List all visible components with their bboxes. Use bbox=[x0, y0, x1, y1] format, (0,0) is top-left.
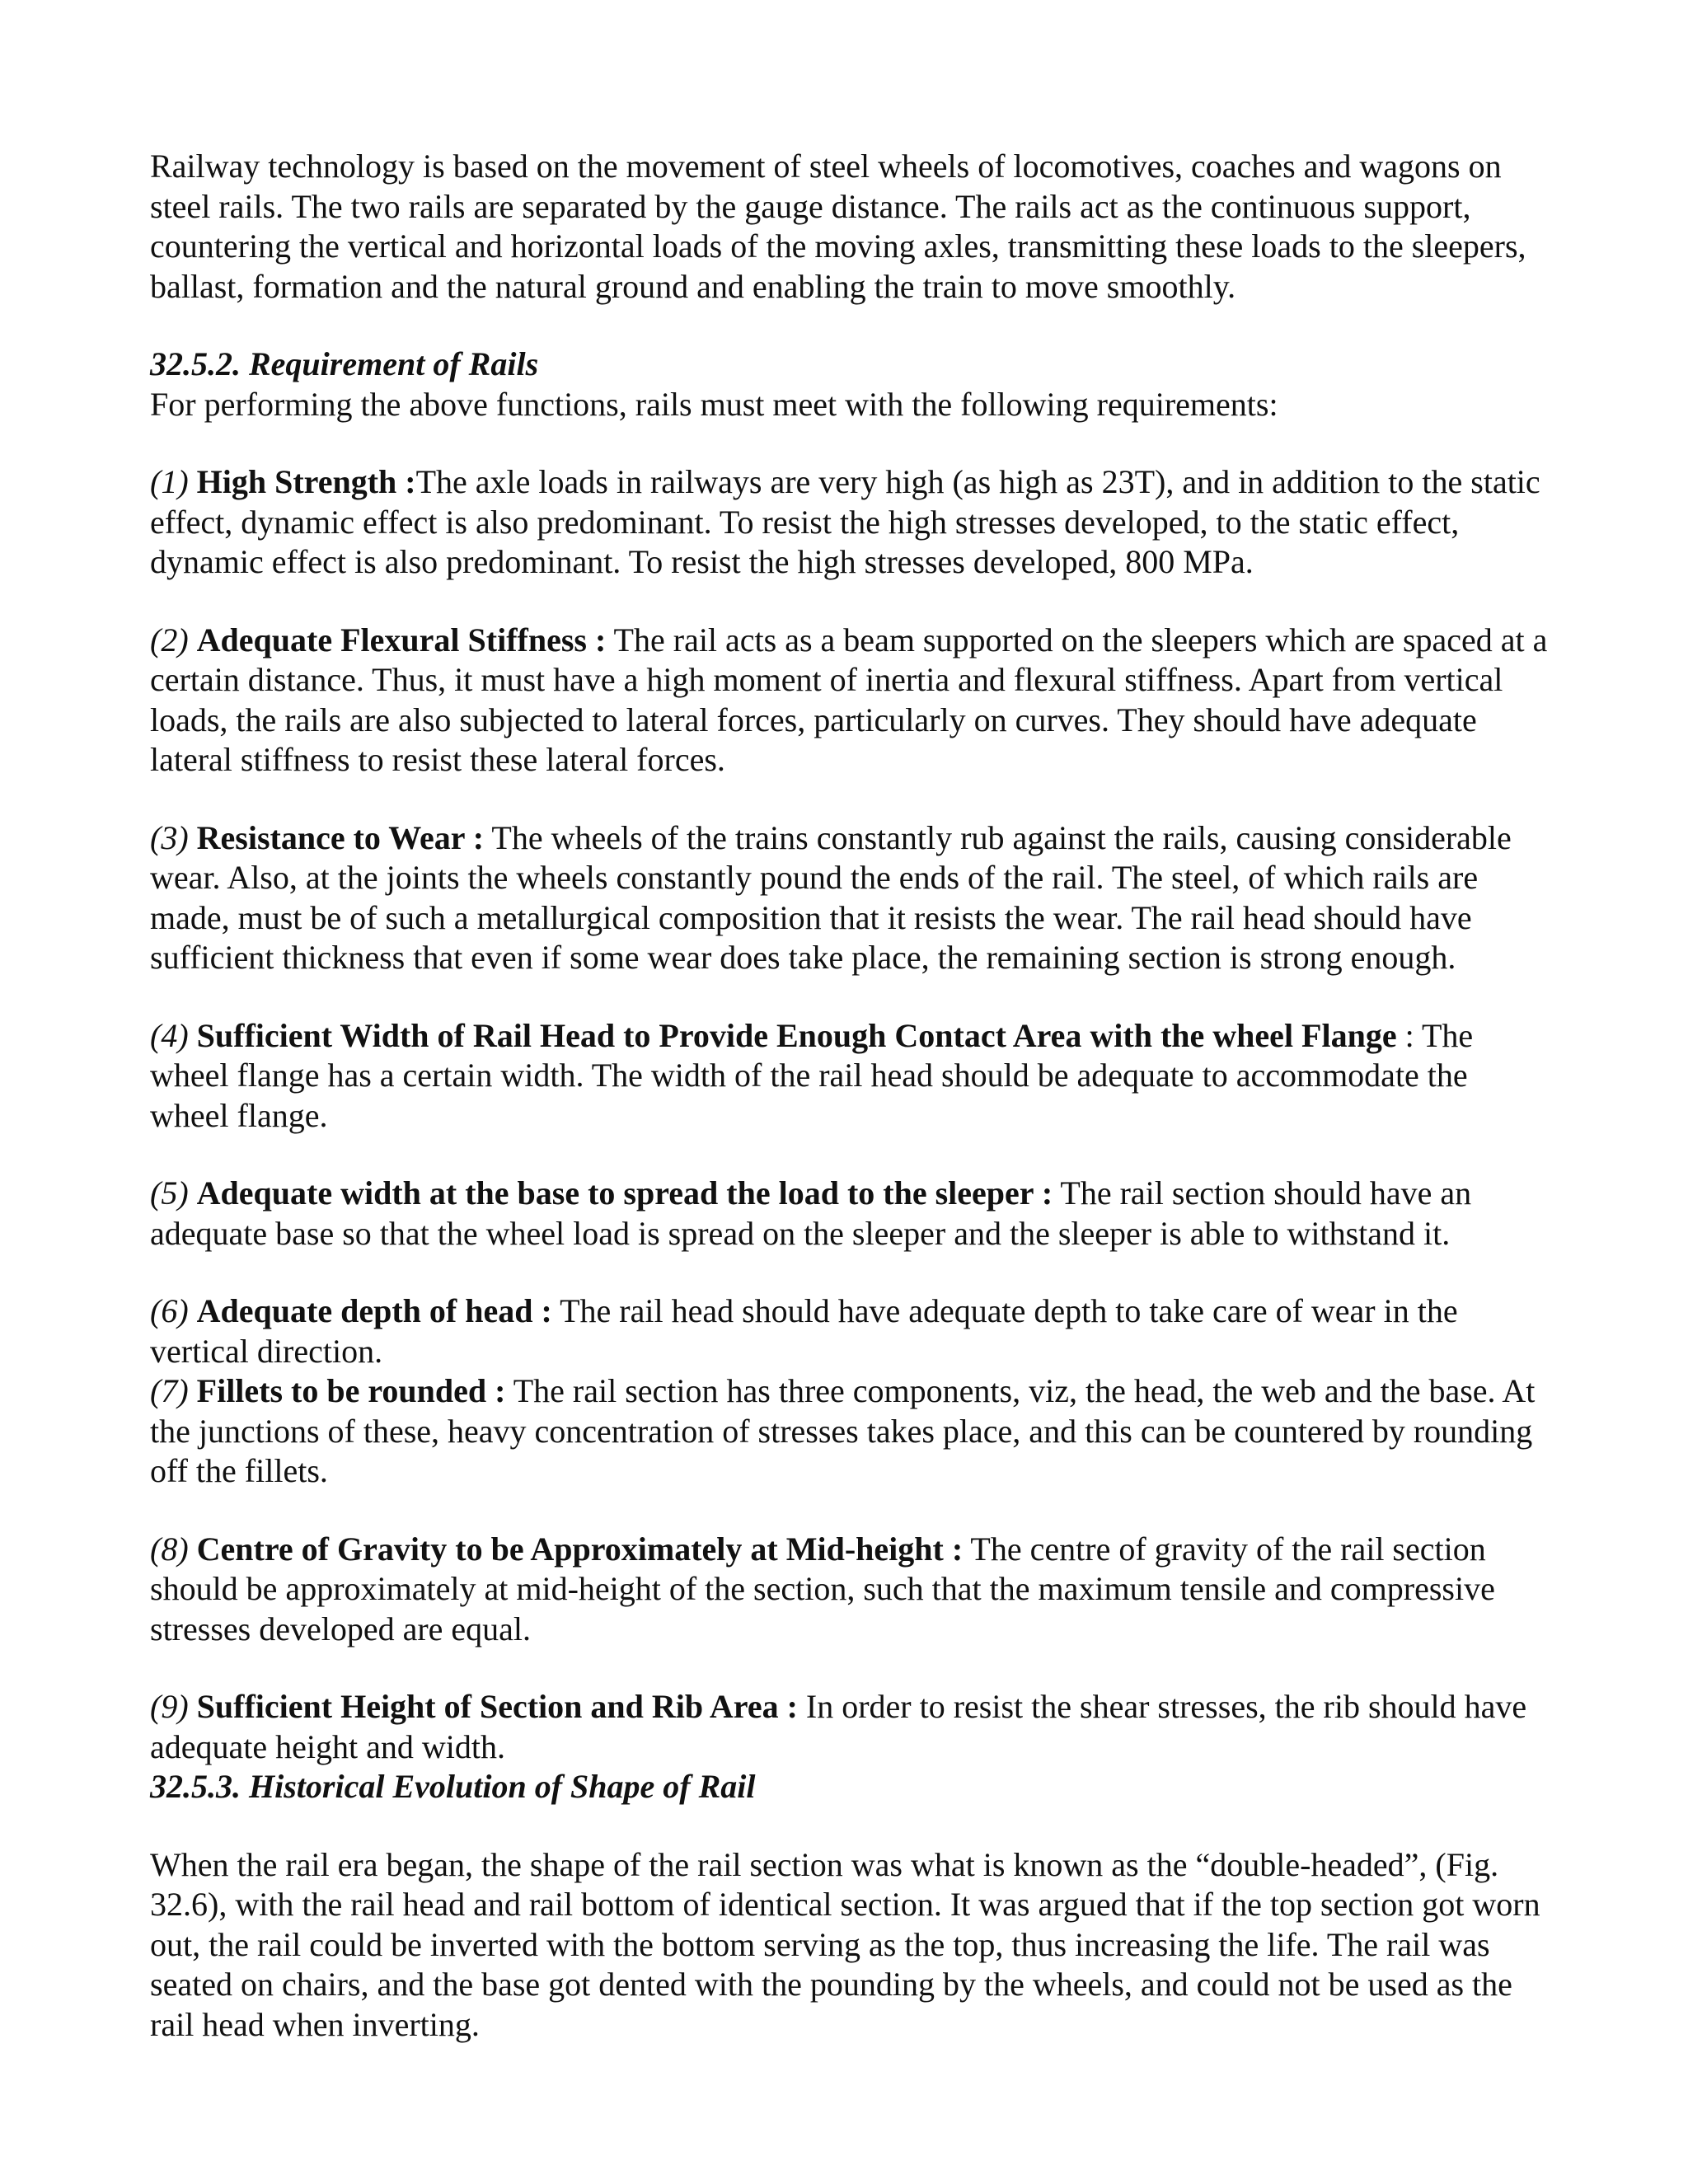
item-text: The rail head should have adequate depth to take care of wear in the vertical direction. bbox=[150, 1292, 1458, 1370]
requirement-item-7 bbox=[150, 1371, 1551, 1492]
item-text: : The wheel flange has a certain width. The width of the rail head should be adequate to accommodate the wheel flange. bbox=[150, 1016, 1474, 1134]
section-heading-history: 32.5.3. Historical Evolution of Shape of Rail bbox=[150, 1768, 756, 1805]
item-text: The axle loads in railways are very high (as high as 23T), and in addition to the static effect, dynamic effect is also predominant. To resist the high stresses developed, to the static effect, dynamic effect is also predominant. To resist the high stresses developed, 800 MPa. bbox=[150, 463, 1540, 580]
item-term: Centre of Gravity to be Approximately at Mid-height : bbox=[196, 1530, 964, 1568]
item-number: (5) bbox=[150, 1174, 189, 1212]
item-number: (3) bbox=[150, 818, 189, 856]
item-term: Adequate width at the base to spread the load to the sleeper : bbox=[196, 1174, 1053, 1212]
item-number: (9) bbox=[150, 1688, 189, 1725]
requirement-item-2 bbox=[150, 621, 1551, 780]
item-term: Resistance to Wear : bbox=[196, 818, 485, 856]
item-text: The wheels of the trains constantly rub against the rails, causing considerable wear. Also, at the joints the wheels constantly pound the ends of the rail. The steel, of which rails are made, must be of such a metallurgical composition that it resists the wear. The rail head should have sufficient thickness that even if some wear does take place, the remaining section is strong enough. bbox=[150, 818, 1512, 976]
item-text: In order to resist the shear stresses, the rib should have adequate height and width. bbox=[150, 1688, 1527, 1765]
item-number: (1) bbox=[150, 463, 189, 500]
item-text: The rail section has three components, viz, the head, the web and the base. At the junctions of these, heavy concentration of stresses takes place, and this can be countered by rounding off the fillets. bbox=[150, 1372, 1536, 1489]
item-number: (6) bbox=[150, 1292, 189, 1329]
section-heading-requirements: 32.5.2. Requirement of Rails bbox=[150, 345, 539, 382]
intro-paragraph: Railway technology is based on the movement of steel wheels of locomotives, coaches and wagons on steel rails. The two rails are separated by the gauge distance. The rails act as the continuous support, countering the vertical and horizontal loads of the moving axles, transmitting these loads to the sleepers, ballast, formation and the natural ground and enabling the train to move smoothly. bbox=[150, 148, 1526, 305]
item-term: Sufficient Width of Rail Head to Provide Enough Contact Area with the wheel Flange bbox=[196, 1016, 1397, 1054]
item-term: High Strength : bbox=[196, 463, 416, 500]
requirement-item-8 bbox=[150, 1530, 1551, 1650]
item-term: Fillets to be rounded : bbox=[196, 1372, 506, 1409]
item-number: (8) bbox=[150, 1530, 189, 1568]
item-text: The rail section should have an adequate base so that the wheel load is spread on the sleeper and the sleeper is able to withstand it. bbox=[150, 1174, 1472, 1252]
requirement-item-5 bbox=[150, 1174, 1551, 1254]
requirement-item-9 bbox=[150, 1687, 1551, 1767]
item-number: (2) bbox=[150, 621, 189, 658]
requirements-lead: For performing the above functions, rails must meet with the following requirements: bbox=[150, 385, 1278, 423]
document-page bbox=[150, 147, 1551, 2045]
item-term: Adequate Flexural Stiffness : bbox=[196, 621, 607, 658]
item-number: (4) bbox=[150, 1016, 189, 1054]
history-paragraph: When the rail era began, the shape of the rail section was what is known as the “double-headed”, (Fig. 32.6), with the rail head and rail bottom of identical section. It was argued that if the top section got worn out, the rail could be inverted with the bottom serving as the top, thus increasing the life. The rail was seated on chairs, and the base got dented with the pounding by the wheels, and could not be used as the rail head when inverting. bbox=[150, 1845, 1540, 2043]
requirement-item-3 bbox=[150, 818, 1551, 978]
requirement-item-4 bbox=[150, 1016, 1551, 1137]
item-text: The rail acts as a beam supported on the sleepers which are spaced at a certain distance. Thus, it must have a high moment of inertia and flexural stiffness. Apart from vertical loads, the rails are also subjected to lateral forces, particularly on curves. They should have adequate lateral stiffness to resist these lateral forces. bbox=[150, 621, 1548, 778]
item-term: Adequate depth of head : bbox=[196, 1292, 552, 1329]
item-number: (7) bbox=[150, 1372, 189, 1409]
requirement-item-1 bbox=[150, 462, 1551, 583]
item-term: Sufficient Height of Section and Rib Area : bbox=[196, 1688, 798, 1725]
requirement-item-6 bbox=[150, 1291, 1551, 1371]
item-text: The centre of gravity of the rail section should be approximately at mid-height of the section, such that the maximum tensile and compressive stresses developed are equal. bbox=[150, 1530, 1495, 1647]
